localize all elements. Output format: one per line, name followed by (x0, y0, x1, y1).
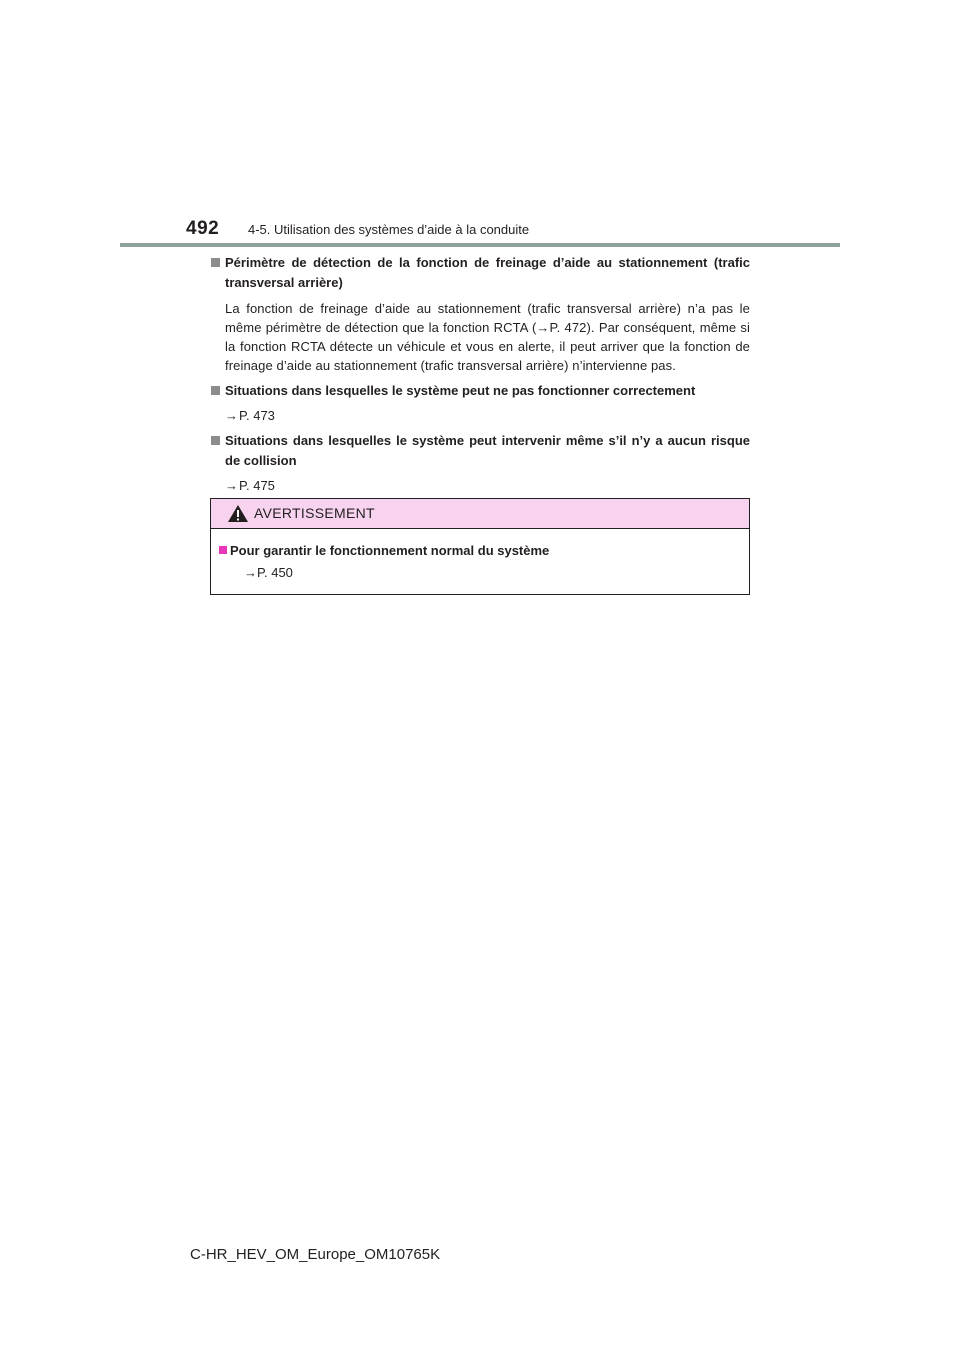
page-reference-link[interactable] (225, 406, 750, 425)
section-detection-range (210, 253, 750, 375)
square-bullet-icon (211, 386, 220, 395)
section-heading: Situations dans lesquelles le système peut intervenir même s’il n’y a aucun risque de collision (225, 433, 750, 468)
warning-header (211, 499, 749, 529)
page-reference-link[interactable] (225, 476, 750, 495)
section-unwanted-activation (210, 431, 750, 495)
page-reference-link[interactable] (244, 563, 741, 582)
arrow-right-icon: → (225, 478, 238, 493)
arrow-right-icon: → (225, 408, 238, 423)
warning-title: AVERTISSEMENT (254, 505, 375, 521)
page-reference: P. 475 (239, 478, 275, 493)
section-malfunction-situations (210, 381, 750, 425)
page-reference: P. 473 (239, 408, 275, 423)
warning-box (210, 498, 750, 595)
square-bullet-icon (211, 258, 220, 267)
square-bullet-icon (211, 436, 220, 445)
square-bullet-icon (219, 546, 227, 554)
document-id: C-HR_HEV_OM_Europe_OM10765K (190, 1246, 441, 1263)
arrow-right-icon: → (244, 565, 257, 580)
main-content (210, 253, 750, 501)
section-heading: Périmètre de détection de la fonction de freinage d’aide au stationnement (trafic transversal arrière) (225, 255, 750, 290)
header-divider (120, 243, 840, 247)
warning-triangle-icon (227, 504, 249, 523)
section-paragraph: La fonction de freinage d’aide au stationnement (trafic transversal arrière) n’a pas le même périmètre de détection que la fonction RCTA (→P. 472). Par conséquent, même si la fonction RCTA détecte un véhicule et vous en alerte, il peut arriver que la fonction de freinage d’aide au stationnement (trafic transversal arrière) n’intervienne pas. (225, 301, 750, 373)
page-number: 492 (186, 218, 220, 239)
warning-body (211, 529, 749, 582)
section-heading: Situations dans lesquelles le système peut ne pas fonctionner correctement (225, 383, 696, 398)
chapter-title: 4-5. Utilisation des systèmes d’aide à la conduite (248, 222, 530, 237)
page-reference: P. 450 (257, 565, 293, 580)
warning-heading: Pour garantir le fonctionnement normal du système (230, 543, 550, 558)
